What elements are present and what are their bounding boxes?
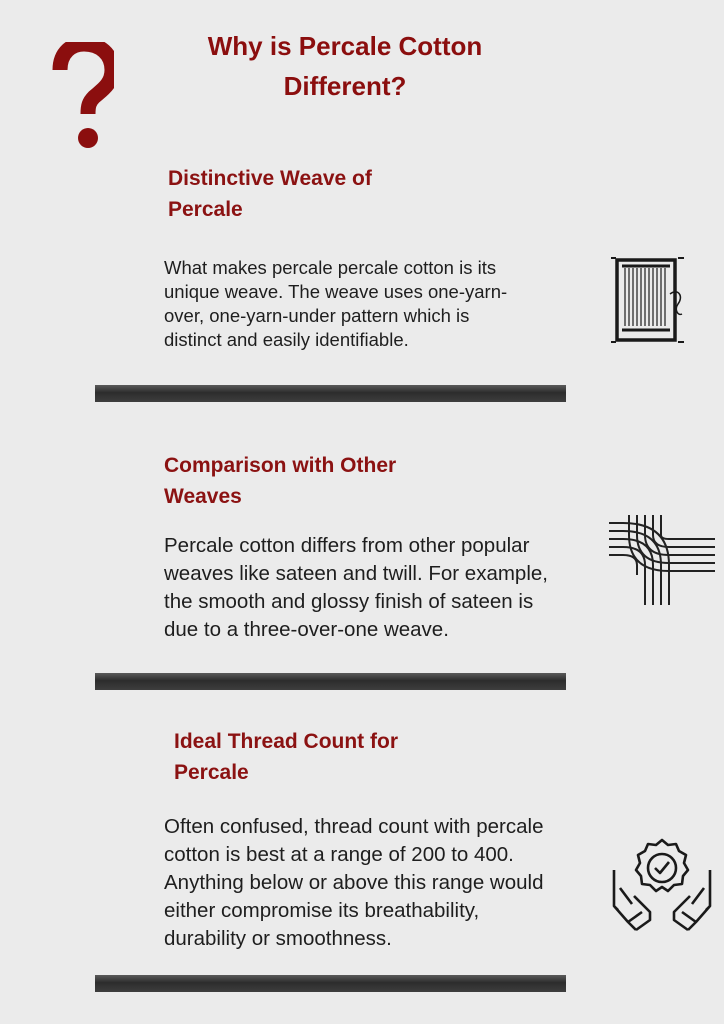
section-body-comparison: Percale cotton differs from other popular weaves like sateen and twill. For example, the smooth and glossy finish of sateen is due to a three-over-one weave. — [164, 534, 548, 641]
section-heading-thread-count: Ideal Thread Count for Percale — [174, 730, 399, 784]
loom-icon — [608, 254, 686, 346]
section-heading-weave: Distinctive Weave of Percale — [168, 167, 372, 221]
intertwined-threads-icon — [609, 515, 715, 605]
page-title: Why is Percale Cotton Different? — [207, 31, 483, 101]
section-divider — [95, 975, 566, 992]
question-mark-icon — [50, 42, 114, 155]
section-body-thread-count: Often confused, thread count with percale cotton is best at a range of 200 to 400. Anything below or above this range would either compromise its breathability, durability or smoothness. — [164, 815, 544, 950]
section-heading-comparison: Comparison with Other Weaves — [164, 454, 397, 508]
section-divider — [95, 385, 566, 402]
section-body-weave: What makes percale percale cotton is its unique weave. The weave uses one-yarn-over, one-yarn-under pattern which is distinct and easily identifiable. — [164, 257, 508, 350]
section-divider — [95, 673, 566, 690]
quality-badge-hands-icon — [610, 836, 714, 938]
